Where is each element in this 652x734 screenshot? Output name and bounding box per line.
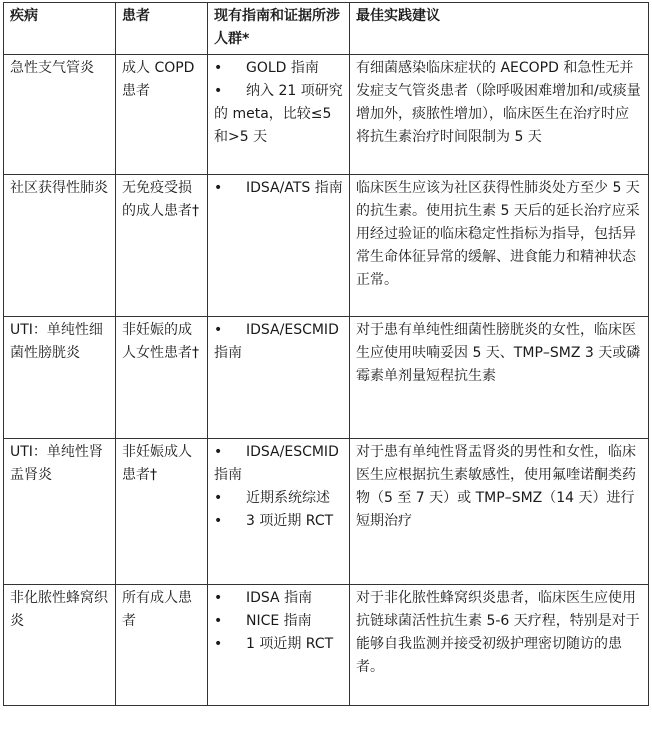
header-guidelines: 现有指南和证据所涉人群* <box>208 3 350 55</box>
bullet: • <box>214 180 223 196</box>
patients-cell: 所有成人患者 <box>116 585 208 706</box>
evidence-item: • IDSA/ATS 指南 <box>214 177 343 200</box>
table-row <box>4 55 649 175</box>
header-row <box>4 3 649 55</box>
patients-cell: 成人 COPD 患者 <box>116 55 208 175</box>
recommendation-cell: 有细菌感染临床症状的 AECOPD 和急性无并发症支气管炎患者（除呼吸困难增加和/或痰量增加外，痰脓性增加），临床医生在治疗时应将抗生素治疗时间限制为 5 天 <box>350 55 649 175</box>
evidence-item: • 近期系统综述 <box>214 487 343 510</box>
evidence-item: • NICE 指南 <box>214 610 343 633</box>
table-row <box>4 175 649 317</box>
bullet: • <box>214 83 223 99</box>
recommendation-cell: 临床医生应该为社区获得性肺炎处方至少 5 天的抗生素。使用抗生素 5 天后的延长治疗应采用经过验证的临床稳定性指标为指导，包括异常生命体征异常的缓解、进食能力和精神状态正常。 <box>350 175 649 317</box>
bullet: • <box>214 613 223 629</box>
header-disease: 疾病 <box>4 3 116 55</box>
bullet: • <box>214 636 223 652</box>
disease-cell: 非化脓性蜂窝织炎 <box>4 585 116 706</box>
evidence-item: • 1 项近期 RCT <box>214 633 343 656</box>
patients-cell: 非妊娠的成人女性患者† <box>116 317 208 439</box>
table-row <box>4 585 649 706</box>
guideline-table <box>3 2 649 706</box>
table-row <box>4 439 649 585</box>
disease-cell: UTI：单纯性肾盂肾炎 <box>4 439 116 585</box>
evidence-item: • 纳入 21 项研究的 meta，比较≤5 和>5 天 <box>214 80 343 149</box>
patients-cell: 无免疫受损的成人患者† <box>116 175 208 317</box>
table-row <box>4 317 649 439</box>
evidence-item: • IDSA 指南 <box>214 587 343 610</box>
evidence-cell <box>208 585 350 706</box>
evidence-cell <box>208 55 350 175</box>
bullet: • <box>214 513 223 529</box>
evidence-item: • IDSA/ESCMID 指南 <box>214 319 343 365</box>
bullet: • <box>214 322 223 338</box>
evidence-item: • GOLD 指南 <box>214 57 343 80</box>
bullet: • <box>214 590 223 606</box>
evidence-cell <box>208 439 350 585</box>
recommendation-cell: 对于患有单纯性细菌性膀胱炎的女性，临床医生应使用呋喃妥因 5 天、TMP–SMZ 3 天或磷霉素单剂量短程抗生素 <box>350 317 649 439</box>
disease-cell: UTI：单纯性细菌性膀胱炎 <box>4 317 116 439</box>
evidence-cell <box>208 317 350 439</box>
disease-cell: 社区获得性肺炎 <box>4 175 116 317</box>
bullet: • <box>214 444 223 460</box>
patients-cell: 非妊娠成人患者† <box>116 439 208 585</box>
evidence-cell <box>208 175 350 317</box>
header-recommendation: 最佳实践建议 <box>350 3 649 55</box>
recommendation-cell: 对于患有单纯性肾盂肾炎的男性和女性，临床医生应根据抗生素敏感性，使用氟喹诺酮类药物（5 至 7 天）或 TMP–SMZ（14 天）进行短期治疗 <box>350 439 649 585</box>
evidence-item: • IDSA/ESCMID 指南 <box>214 441 343 487</box>
evidence-item: • 3 项近期 RCT <box>214 510 343 533</box>
header-patients: 患者 <box>116 3 208 55</box>
bullet: • <box>214 60 223 76</box>
recommendation-cell: 对于非化脓性蜂窝织炎患者，临床医生应使用抗链球菌活性抗生素 5-6 天疗程，特别是对于能够自我监测并接受初级护理密切随访的患者。 <box>350 585 649 706</box>
bullet: • <box>214 490 223 506</box>
disease-cell: 急性支气管炎 <box>4 55 116 175</box>
